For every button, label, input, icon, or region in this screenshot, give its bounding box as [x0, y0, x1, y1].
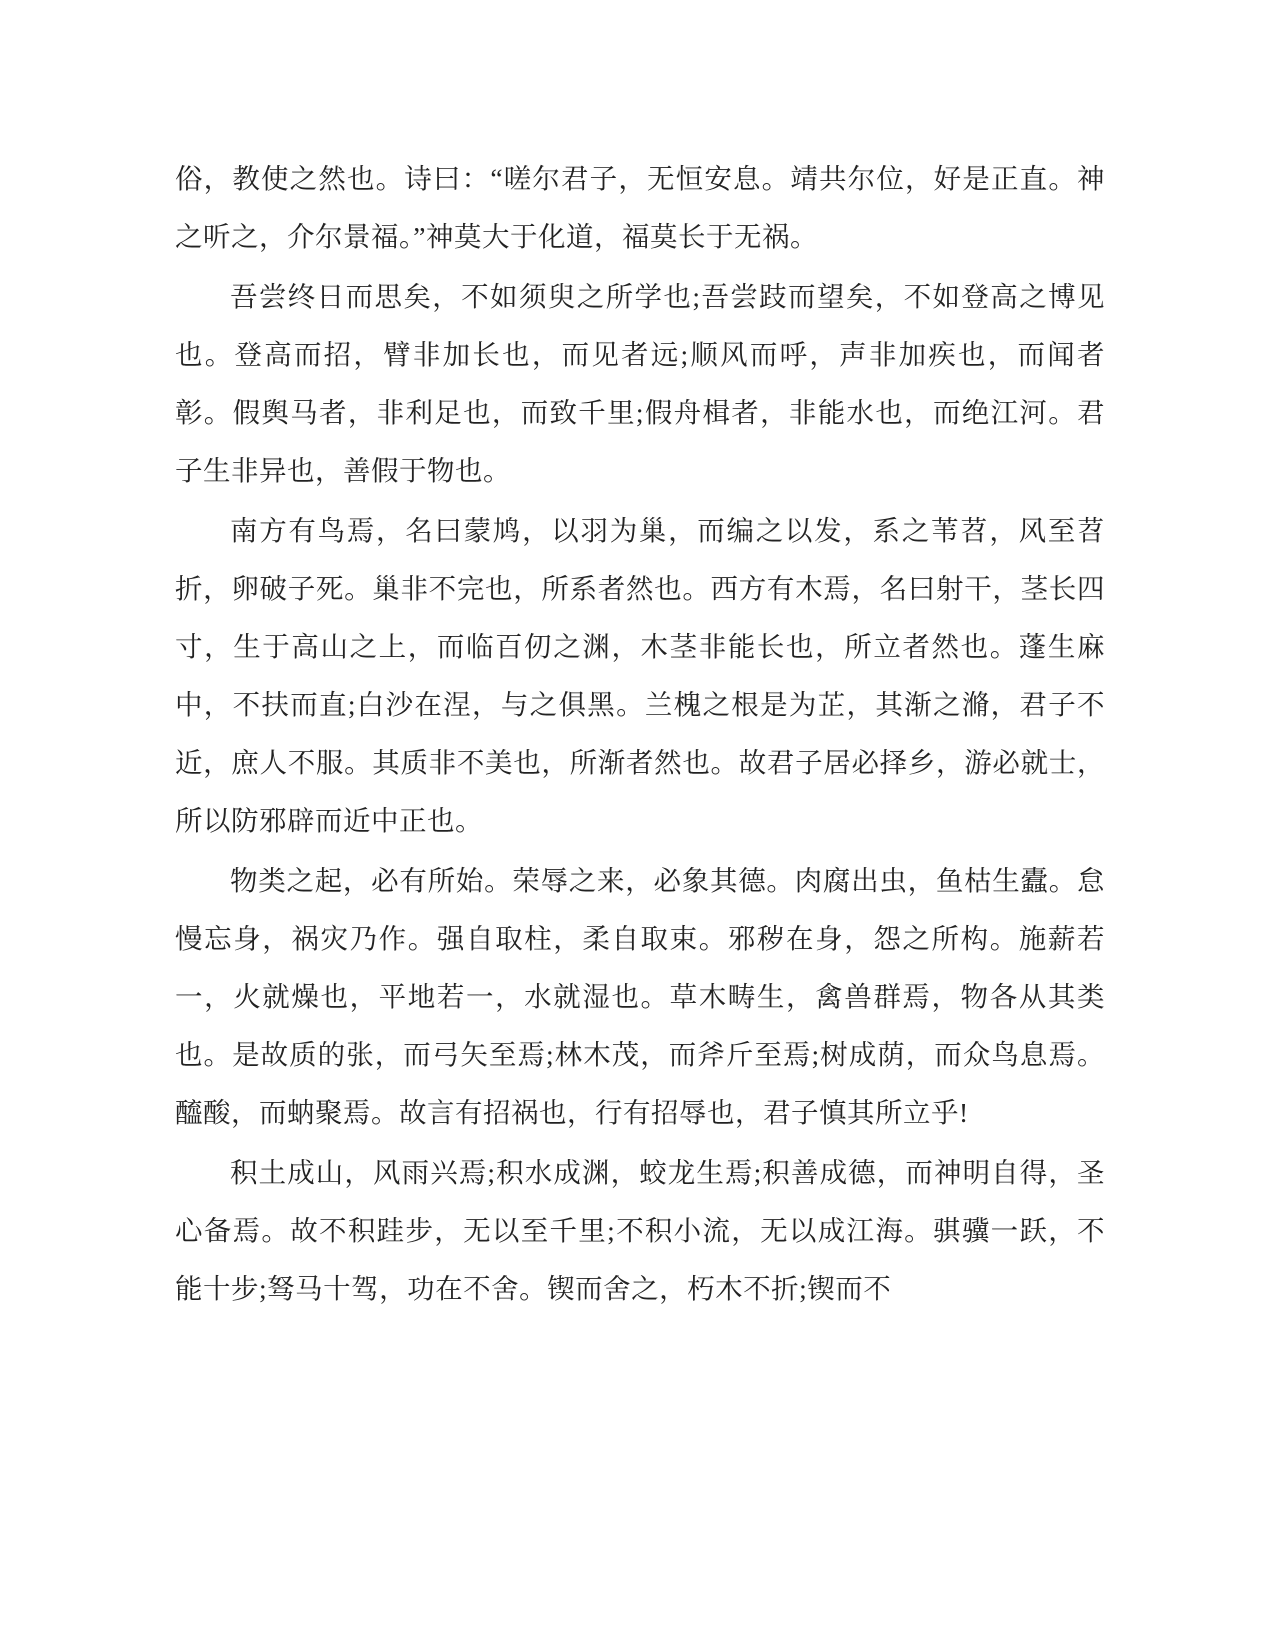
paragraph: 俗，教使之然也。诗曰：“嗟尔君子，无恒安息。靖共尔位，好是正直。神之听之，介尔景福。”神莫大于化道，福莫长于无祸。 — [175, 163, 1105, 252]
paragraph: 物类之起，必有所始。荣辱之来，必象其德。肉腐出虫，鱼枯生蠹。怠慢忘身，祸灾乃作。强自取柱，柔自取束。邪秽在身，怨之所构。施薪若一，火就燥也，平地若一，水就湿也。草木畴生，禽兽群焉，物各从其类也。是故质的张，而弓矢至焉;林木茂，而斧斤至焉;树成荫，而众鸟息焉。醯酸，而蚋聚焉。故言有招祸也，行有招辱也，君子慎其所立乎! — [175, 865, 1105, 1128]
paragraph: 南方有鸟焉，名曰蒙鸠，以羽为巢，而编之以发，系之苇苕，风至苕折，卵破子死。巢非不完也，所系者然也。西方有木焉，名曰射干，茎长四寸，生于高山之上，而临百仞之渊，木茎非能长也，所立者然也。蓬生麻中，不扶而直;白沙在涅，与之俱黑。兰槐之根是为芷，其渐之滫，君子不近，庶人不服。其质非不美也，所渐者然也。故君子居必择乡，游必就士，所以防邪辟而近中正也。 — [175, 515, 1105, 836]
paragraph: 积土成山，风雨兴焉;积水成渊，蛟龙生焉;积善成德，而神明自得，圣心备焉。故不积跬步，无以至千里;不积小流，无以成江海。骐骥一跃，不能十步;驽马十驾，功在不舍。锲而舍之，朽木不折;锲而不 — [175, 1157, 1105, 1304]
paragraph: 吾尝终日而思矣，不如须臾之所学也;吾尝跂而望矣，不如登高之博见也。登高而招，臂非加长也，而见者远;顺风而呼，声非加疾也，而闻者彰。假舆马者，非利足也，而致千里;假舟楫者，非能水也，而绝江河。君子生非异也，善假于物也。 — [175, 281, 1105, 486]
document-text-body — [175, 150, 1105, 1318]
